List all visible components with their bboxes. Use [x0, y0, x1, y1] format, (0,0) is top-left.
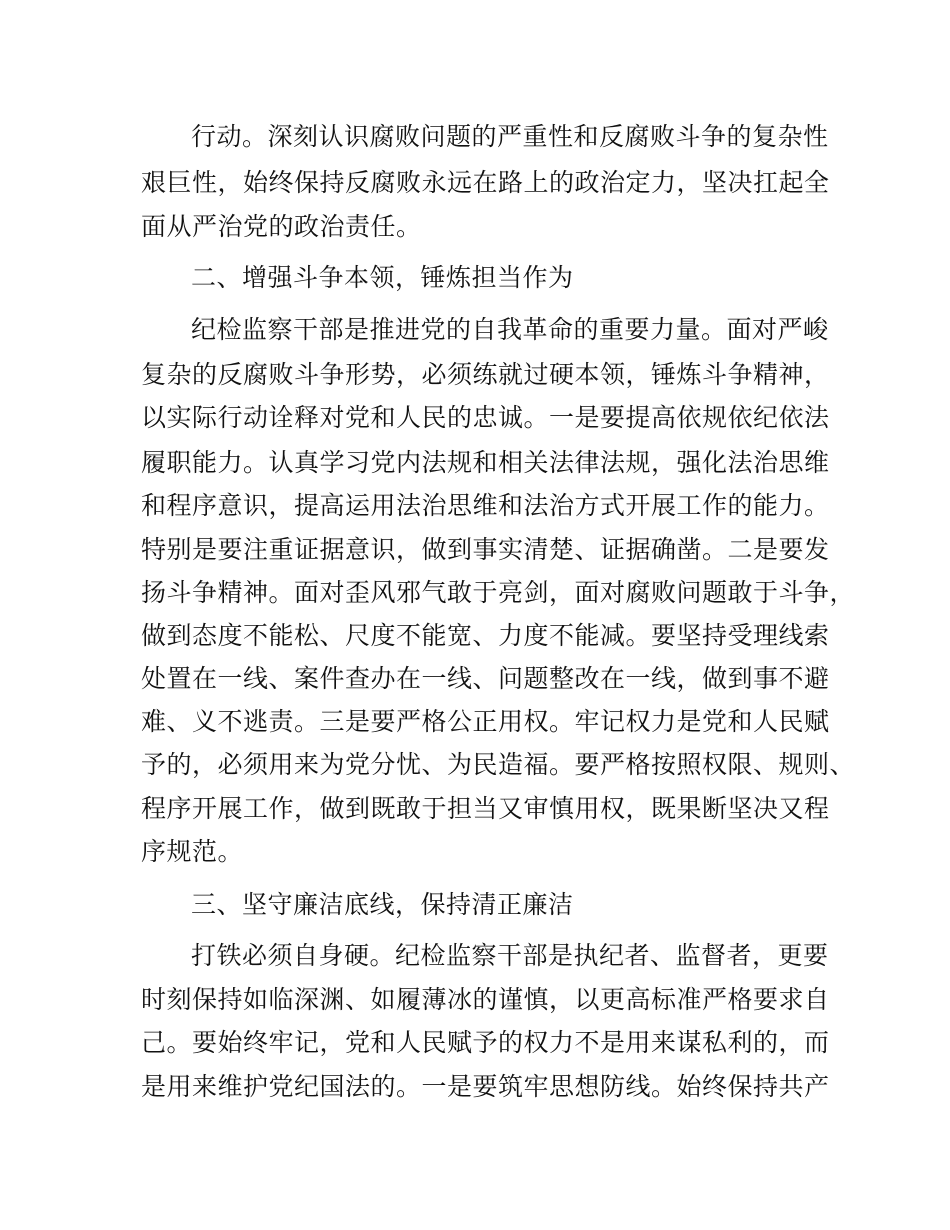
- paragraph-line: 行动。深刻认识腐败问题的严重性和反腐败斗争的复杂性: [191, 122, 829, 151]
- paragraph-line: 序规范。: [141, 837, 244, 866]
- paragraph-line: 难、义不逃责。三是要严格公正用权。牢记权力是党和人民赋: [141, 707, 830, 736]
- paragraph-line: 纪检监察干部是推进党的自我革命的重要力量。面对严峻: [191, 315, 829, 344]
- paragraph-line: 面从严治党的政治责任。: [141, 212, 422, 241]
- paragraph-line: 予的，必须用来为党分忧、为民造福。要严格按照权限、规则、: [141, 750, 856, 779]
- paragraph-line: 是用来维护党纪国法的。一是要筑牢思想防线。始终保持共产: [141, 1072, 830, 1101]
- paragraph-line: 特别是要注重证据意识，做到事实清楚、证据确凿。二是要发: [141, 535, 830, 564]
- paragraph-line: 复杂的反腐败斗争形势，必须练就过硬本领，锤炼斗争精神，: [141, 360, 830, 389]
- section-heading: 二、增强斗争本领，锤炼担当作为: [191, 263, 574, 292]
- paragraph-line: 做到态度不能松、尺度不能宽、力度不能减。要坚持受理线索: [141, 621, 830, 650]
- section-heading: 三、坚守廉洁底线，保持清正廉洁: [191, 890, 574, 919]
- paragraph-line: 履职能力。认真学习党内法规和相关法律法规，强化法治思维: [141, 448, 830, 477]
- paragraph-line: 己。要始终牢记，党和人民赋予的权力不是用来谋私利的，而: [141, 1028, 830, 1057]
- paragraph-line: 扬斗争精神。面对歪风邪气敢于亮剑，面对腐败问题敢于斗争，: [141, 578, 856, 607]
- paragraph-line: 以实际行动诠释对党和人民的忠诚。一是要提高依规依纪依法: [141, 403, 830, 432]
- paragraph-line: 打铁必须自身硬。纪检监察干部是执纪者、监督者，更要: [191, 941, 829, 970]
- paragraph-line: 时刻保持如临深渊、如履薄冰的谨慎，以更高标准严格要求自: [141, 985, 830, 1014]
- paragraph-line: 处置在一线、案件查办在一线、问题整改在一线，做到事不避: [141, 664, 830, 693]
- paragraph-line: 程序开展工作，做到既敢于担当又审慎用权，既果断坚决又程: [141, 794, 830, 823]
- paragraph-line: 和程序意识，提高运用法治思维和法治方式开展工作的能力。: [141, 491, 830, 520]
- paragraph-line: 艰巨性，始终保持反腐败永远在路上的政治定力，坚决扛起全: [141, 168, 830, 197]
